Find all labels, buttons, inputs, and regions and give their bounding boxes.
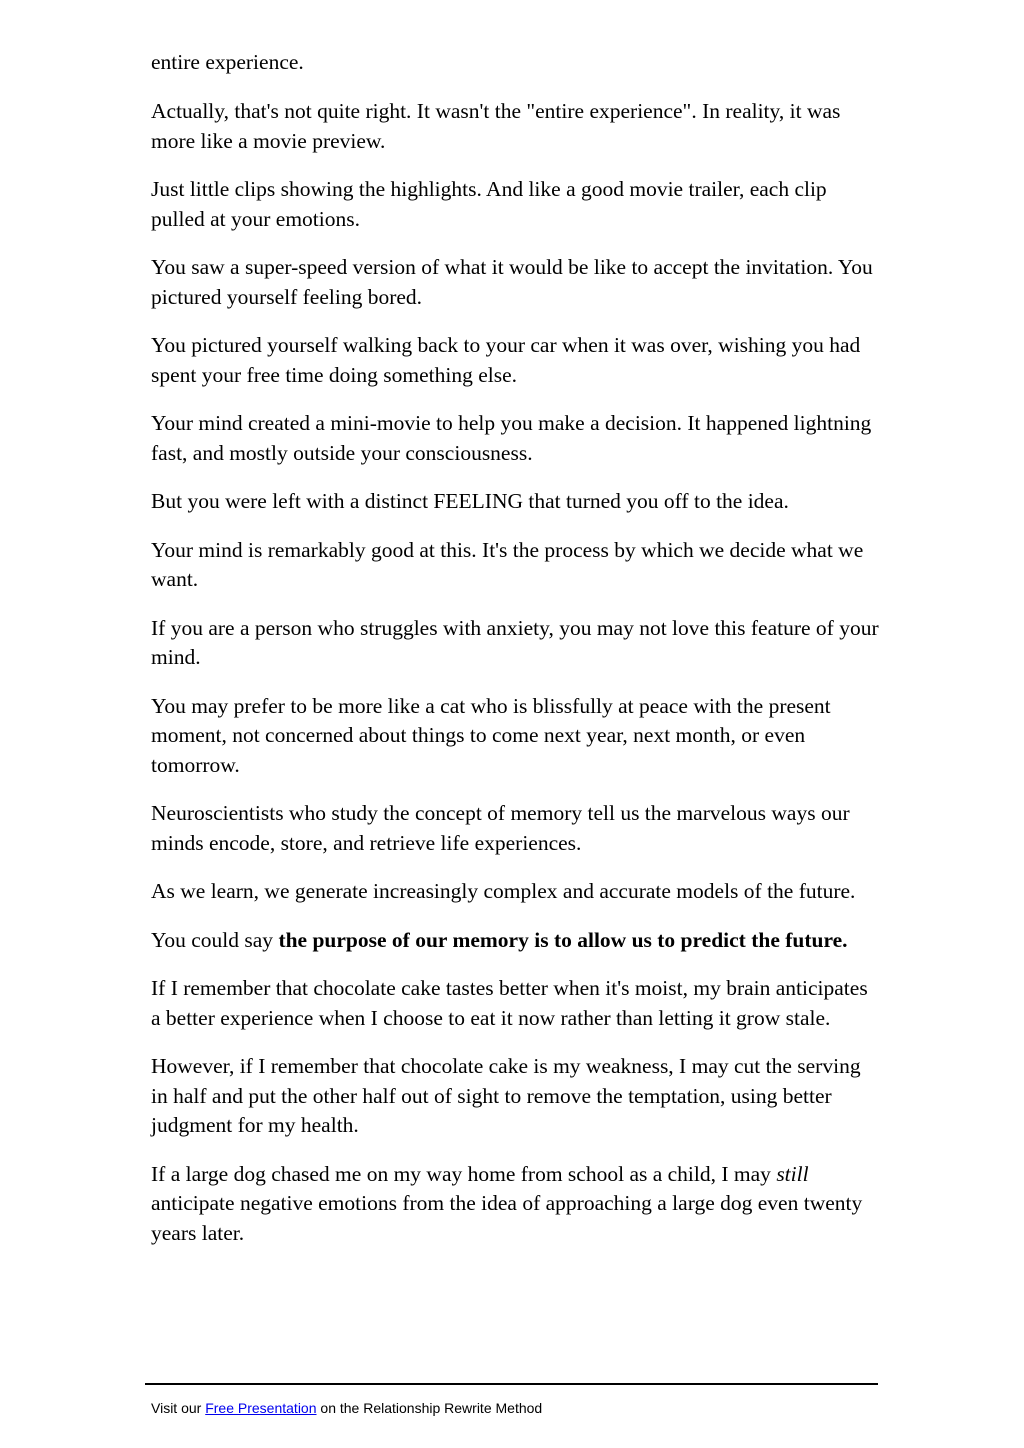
paragraph: You saw a super-speed version of what it would be like to accept the invitation. You pictured yourself feeling bored. xyxy=(151,255,873,309)
italic-emphasis: still xyxy=(776,1161,809,1186)
paragraph: entire experience. xyxy=(151,50,304,74)
paragraph-lead-text: If a large dog chased me on my way home from school as a child, I may xyxy=(151,1161,777,1186)
document-body xyxy=(151,48,881,1267)
footer-prefix: Visit our xyxy=(151,1400,206,1416)
paragraph: If you are a person who struggles with anxiety, you may not love this feature of your mind. xyxy=(151,615,879,670)
paragraph: As we learn, we generate increasingly complex and accurate models of the future. xyxy=(151,879,856,904)
paragraph: If I remember that chocolate cake tastes better when it's moist, my brain anticipates a better experience when I choose to eat it now rather than letting it grow stale. xyxy=(151,976,868,1030)
paragraph: Actually, that's not quite right. It wasn't the "entire experience". In reality, it was more like a movie preview. xyxy=(151,99,841,153)
footer-suffix: on the Relationship Rewrite Method xyxy=(316,1400,543,1416)
paragraph: But you were left with a distinct FEELING that turned you off to the idea. xyxy=(151,489,789,514)
paragraph-memory-purpose xyxy=(151,926,881,955)
paragraph-lead-text: You could say xyxy=(151,927,279,952)
paragraph: You pictured yourself walking back to your car when it was over, wishing you had spent your free time doing something else. xyxy=(151,333,861,387)
paragraph-rest-text: anticipate negative emotions from the idea of approaching a large dog even twenty years later. xyxy=(151,1191,863,1245)
bold-emphasis: the purpose of our memory is to allow us to predict the future. xyxy=(278,927,848,952)
footer-divider xyxy=(145,1383,878,1385)
paragraph: Just little clips showing the highlights. And like a good movie trailer, each clip pulled at your emotions. xyxy=(151,177,827,231)
free-presentation-link[interactable]: Free Presentation xyxy=(205,1400,317,1416)
page-footer xyxy=(151,1399,542,1417)
paragraph: You may prefer to be more like a cat who is blissfully at peace with the present moment, not concerned about things to come next year, next month, or even tomorrow. xyxy=(151,693,831,777)
paragraph: Neuroscientists who study the concept of memory tell us the marvelous ways our minds encode, store, and retrieve life experiences. xyxy=(151,801,850,855)
paragraph-dog-example xyxy=(151,1160,881,1248)
paragraph: However, if I remember that chocolate cake is my weakness, I may cut the serving in half and put the other half out of sight to remove the temptation, using better judgment for my health. xyxy=(151,1054,861,1138)
paragraph: Your mind created a mini-movie to help you make a decision. It happened lightning fast, and mostly outside your consciousness. xyxy=(151,411,872,465)
paragraph: Your mind is remarkably good at this. It's the process by which we decide what we want. xyxy=(151,537,864,592)
